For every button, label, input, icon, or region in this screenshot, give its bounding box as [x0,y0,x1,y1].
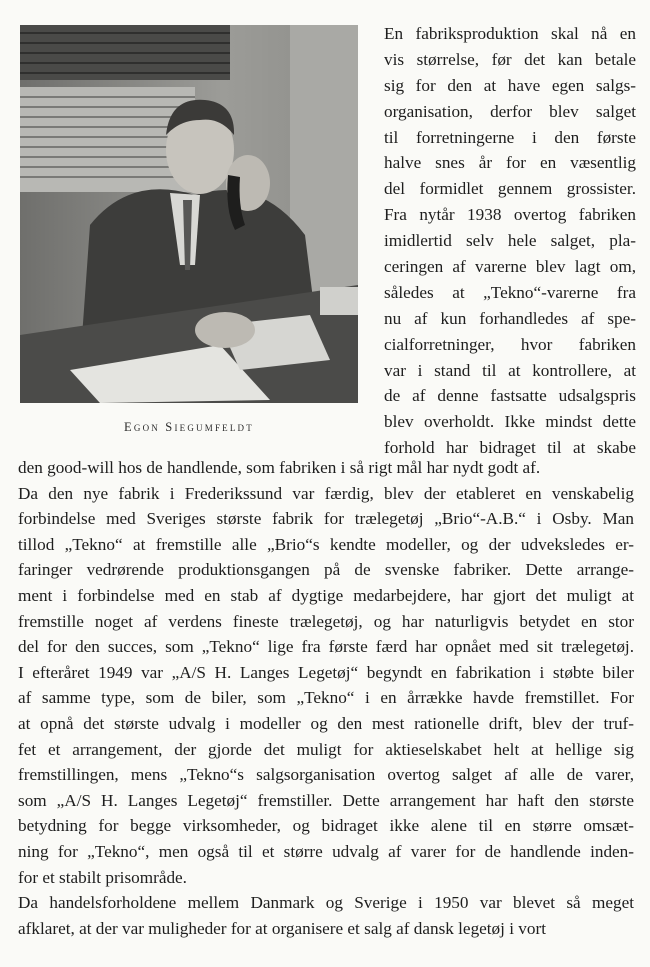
text-line: den good-will hos de handlende, som fabriken i så rigt mål har nydt godt af. [18,458,541,477]
text-line: del formidlet gennem grossister. [384,179,636,199]
text-line: de af denne fastsatte udsalgspris [384,386,636,406]
text-line: ning for „Tekno“, men også til et større udvalg af varer for de handlende inden- [18,841,634,861]
text-line: faringer vedrørende produktionsgangen på de svenske fabriker. Dette arrange- [18,560,634,580]
text-line: fremstille noget af verdens fineste trælegetøj, og har naturligvis betydet en stor [18,611,634,631]
text-line: organisation, derfor blev salget [384,101,636,121]
text-line: blev overholdt. Ikke mindst dette [384,412,636,432]
text-line: halve snes år for en væsentlig [384,153,636,173]
text-line: at opnå det største udvalg i modeller og den mest rationelle drift, blev der truf- [18,713,634,733]
text-line: vis størrelse, før det kan betale [384,49,636,69]
text-line: var i stand til at kontrollere, at [384,360,636,380]
text-line: tillod „Tekno“ at fremstille alle „Brio“s kendte modeller, og der udveksledes er- [18,534,634,554]
text-line: sig for den at have egen salgs- [384,75,636,95]
text-line: som „A/S H. Langes Legetøj“ fremstiller. Dette arrangement har haft den største [18,790,634,810]
text-line: af samme type, som de biler, som „Tekno“ i en årrække havde fremstillet. For [18,688,634,708]
text-line: I efteråret 1949 var „A/S H. Langes Legetøj“ begyndt en fabrikation i støbte biler [18,662,634,682]
text-line: til forretningerne i den første [384,127,636,147]
text-line: En fabriksproduktion skal nå en [384,24,636,43]
portrait-photo [20,25,358,403]
text-line: forhold har bidraget til at skabe [384,438,636,458]
text-line: betydning for begge virksomheder, og bidraget ikke alene til en større omsæt- [18,816,634,836]
text-line: Fra nytår 1938 overtog fabriken [384,205,636,225]
text-line: fet et arrangement, der gjorde det muligt for aktieselskabet helt at hellige sig [18,739,634,759]
text-line: for et stabilt prisområde. [18,867,187,887]
body-text [18,455,634,941]
text-line: ceringen af varerne blev lagt om, [384,257,636,277]
right-column-text [384,21,636,461]
text-line: del for den succes, som „Tekno“ lige fra første færd har opnået med sit trælegetøj. [18,637,634,657]
text-line: ment i forbindelse med en stab af dygtige medarbejdere, har gjort det muligt at [18,585,634,605]
text-line: afklaret, at der var muligheder for at organisere et salg af dansk legetøj i vort [18,918,546,938]
text-line: forbindelse med Sveriges største fabrik for trælegetøj „Brio“-A.B.“ i Osby. Man [18,509,634,529]
text-line: Da handelsforholdene mellem Danmark og Sverige i 1950 var blevet så meget [18,893,634,913]
portrait-illustration [20,25,358,403]
text-line: imidlertid selv hele salget, pla- [384,231,636,251]
text-line: fremstillingen, mens „Tekno“s salgsorganisation overtog salget af alle de varer, [18,765,634,785]
photo-caption: Egon Siegumfeldt [124,420,254,434]
text-line: således at „Tekno“-varerne fra [384,282,636,302]
text-line: Da den nye fabrik i Frederikssund var færdig, blev der etableret en venskabelig [18,483,634,503]
text-line: nu af kun forhandledes af spe- [384,308,636,328]
text-line: cialforretninger, hvor fabriken [384,334,636,354]
